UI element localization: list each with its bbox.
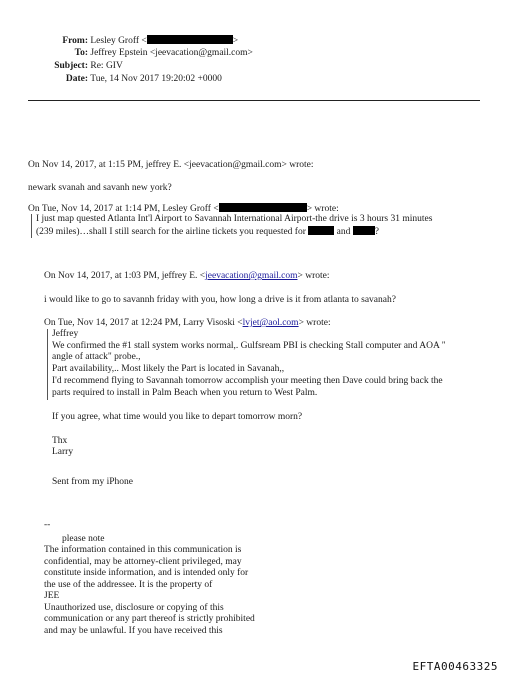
redaction-block xyxy=(308,226,334,235)
date-label: Date: xyxy=(65,74,88,84)
document-id: EFTA00463325 xyxy=(412,660,498,673)
disclaimer-line: The information contained in this communication is xyxy=(44,545,242,555)
redaction-block xyxy=(219,203,307,212)
disclaimer-line: confidential, may be attorney-client privileged, may xyxy=(44,557,242,567)
disclaimer-line: the use of the addressee. It is the property of xyxy=(44,580,213,590)
quote-bar xyxy=(47,329,48,400)
signature-dash: -- xyxy=(44,520,51,530)
date-row xyxy=(48,74,222,85)
subject-value: Re: GIV xyxy=(90,61,123,71)
msg4-attribution xyxy=(44,318,331,329)
msg4-line: I'd recommend flying to Savannah tomorrow accomplish your meeting then Dave could bring back the xyxy=(52,376,443,386)
msg3-attribution xyxy=(44,271,330,282)
disclaimer-line: JEE xyxy=(44,591,60,601)
msg2-line2-and: and xyxy=(336,227,351,237)
msg3-attribution-tail: > wrote: xyxy=(297,271,330,281)
subject-row xyxy=(48,61,123,72)
to-row xyxy=(48,48,253,59)
redaction-block xyxy=(353,226,375,235)
disclaimer-line: and may be unlawful. If you have received this xyxy=(44,626,223,636)
msg4-line: We confirmed the #1 stall system works normal,. Gulfsream PBI is checking Stall computer and AOA " xyxy=(52,341,446,351)
to-value: Jeffrey Epstein <jeevacation@gmail.com> xyxy=(90,48,253,58)
msg4-question: If you agree, what time would you like to depart tomorrow morn? xyxy=(52,412,303,422)
from-label: From: xyxy=(62,36,88,46)
quote-bar xyxy=(31,214,32,238)
msg3-attribution-text: On Nov 14, 2017, at 1:03 PM, jeffrey E. < xyxy=(44,271,206,281)
msg4-name: Larry xyxy=(52,447,74,457)
msg4-thx: Thx xyxy=(52,436,68,446)
msg4-line: Jeffrey xyxy=(52,329,79,339)
redaction-block xyxy=(147,35,233,44)
date-value: Tue, 14 Nov 2017 19:20:02 +0000 xyxy=(90,74,222,84)
sent-from-line: Sent from my iPhone xyxy=(52,477,134,487)
disclaimer-line: Unauthorized use, disclosure or copying of this xyxy=(44,603,224,613)
msg1-attribution: On Nov 14, 2017, at 1:15 PM, jeffrey E. <jeevacation@gmail.com> wrote: xyxy=(28,160,314,170)
disclaimer-line: communication or any part thereof is strictly prohibited xyxy=(44,614,255,624)
from-row xyxy=(48,35,238,47)
msg4-attribution-text: On Tue, Nov 14, 2017 at 12:24 PM, Larry Visoski < xyxy=(44,318,243,328)
msg2-line2-end: ? xyxy=(374,227,379,237)
please-note: please note xyxy=(62,534,105,544)
subject-label: Subject: xyxy=(54,61,88,71)
msg4-line: parts required to install in Palm Beach when you return to West Palm. xyxy=(52,388,318,398)
msg4-line: angle of attack" probe., xyxy=(52,352,141,362)
msg2-line2 xyxy=(36,226,379,238)
from-value: Lesley Groff < xyxy=(90,36,147,46)
email-link[interactable]: lvjet@aol.com xyxy=(242,318,299,328)
disclaimer-line: constitute inside information, and is intended only for xyxy=(44,568,249,578)
msg3-body: i would like to go to savannh friday with you, how long a drive is it from atlanta to savanah? xyxy=(44,295,396,305)
header-divider xyxy=(28,100,480,101)
email-link[interactable]: jeevacation@gmail.com xyxy=(205,271,298,281)
from-tail: > xyxy=(232,36,239,46)
msg2-attribution-text: On Tue, Nov 14, 2017 at 1:14 PM, Lesley Groff < xyxy=(28,204,219,214)
to-label: To: xyxy=(74,48,88,58)
msg4-attribution-tail: > wrote: xyxy=(298,318,331,328)
msg1-body: newark svanah and savanh new york? xyxy=(28,183,172,193)
msg2-attribution-tail: > wrote: xyxy=(306,204,339,214)
msg2-line2-text: (239 miles)…shall I still search for the airline tickets you requested for xyxy=(36,227,306,237)
msg4-line: Part availability,.. Most likely the Part is located in Savanah,, xyxy=(52,364,285,374)
msg2-line1: I just map quested Atlanta Int'l Airport to Savannah International Airport-the drive is 3 hours 31 minutes xyxy=(36,214,433,224)
